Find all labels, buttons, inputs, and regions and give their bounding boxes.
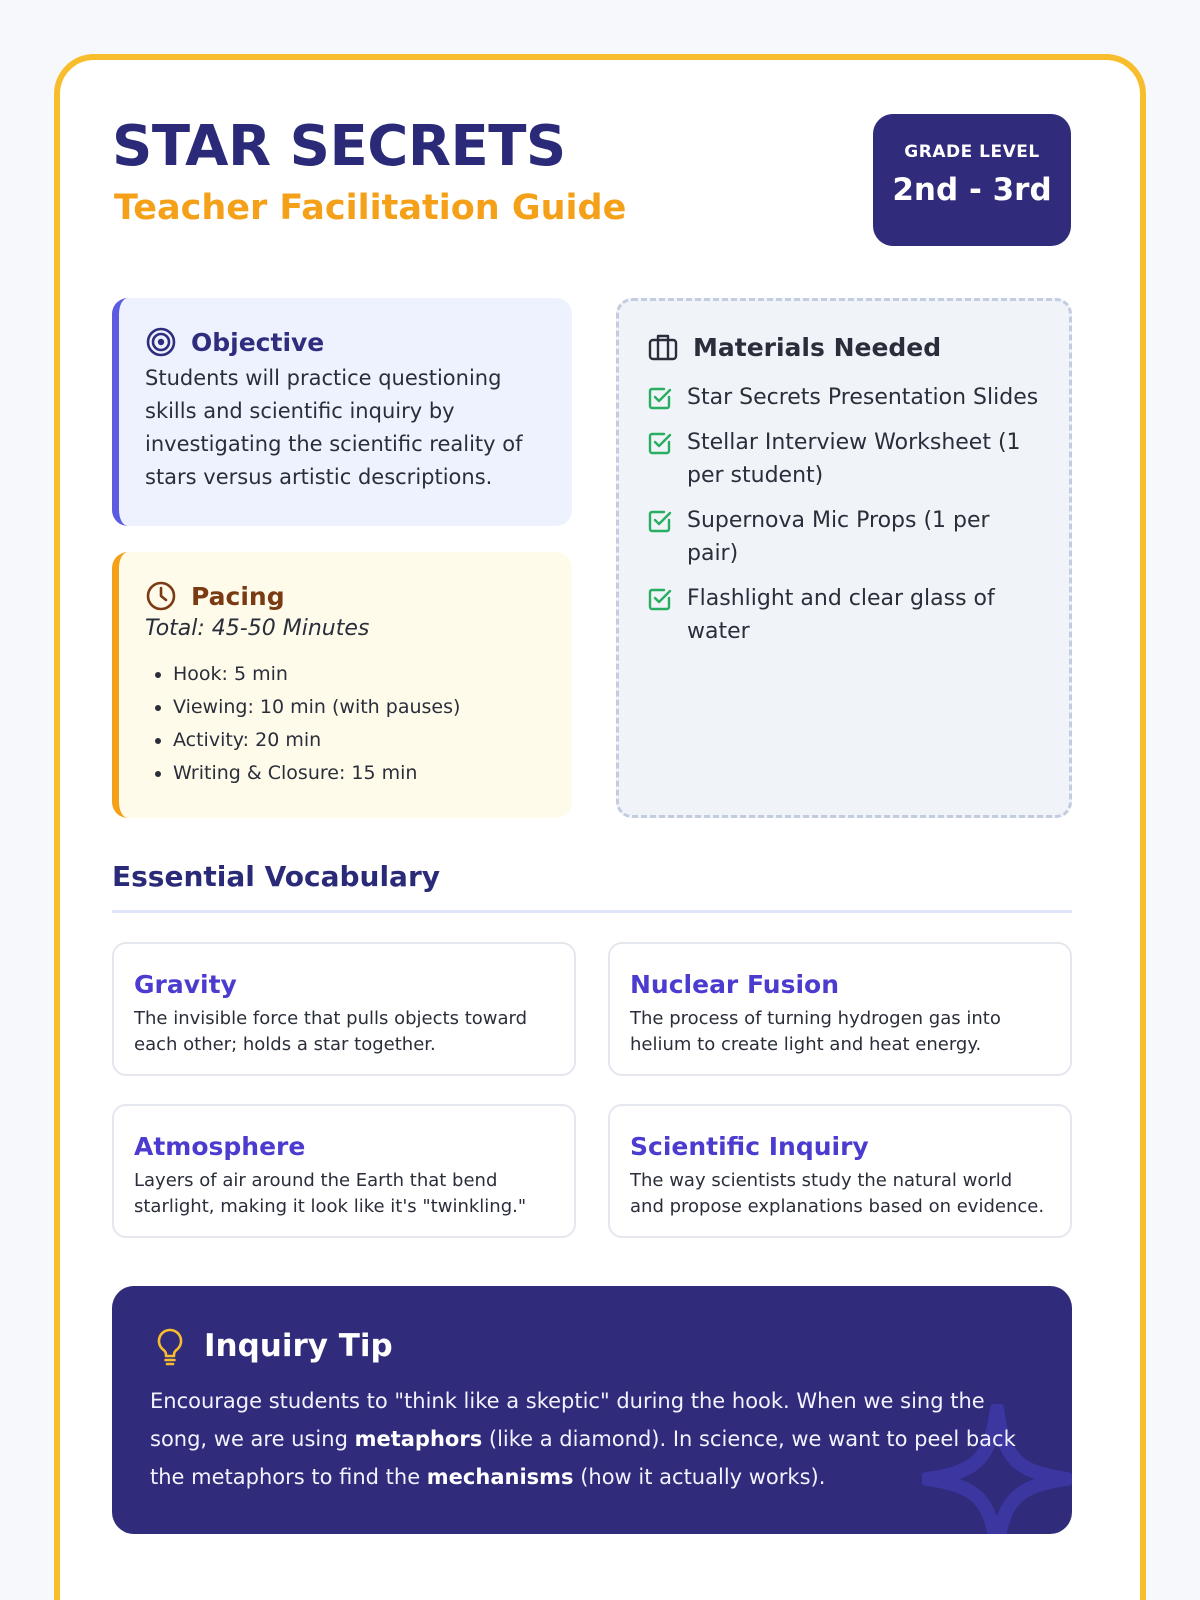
materials-item-label: Stellar Interview Worksheet (1 per student) (687, 430, 1021, 488)
materials-item-label: Star Secrets Presentation Slides (687, 385, 1039, 410)
grade-level-badge (873, 114, 1071, 246)
pacing-box (112, 552, 572, 818)
materials-item-label: Supernova Mic Props (1 per pair) (687, 508, 990, 566)
vocabulary-heading: Essential Vocabulary (112, 860, 441, 893)
objective-header (145, 326, 324, 358)
briefcase-icon (647, 331, 679, 363)
vocab-term: Atmosphere (134, 1132, 306, 1161)
vocab-card-atmosphere (112, 1104, 576, 1238)
materials-header (647, 331, 941, 363)
objective-heading: Objective (191, 327, 325, 357)
page-title: STAR SECRETS (112, 114, 566, 179)
vocab-definition: Layers of air around the Earth that bend starlight, making it look like it's "twinkling." (134, 1170, 527, 1217)
inquiry-tip-heading: Inquiry Tip (204, 1328, 393, 1364)
vocab-definition: The invisible force that pulls objects toward each other; holds a star together. (134, 1008, 528, 1055)
pacing-item: • Activity: 20 min (173, 724, 460, 757)
checkbox-checked-icon (647, 430, 673, 456)
pacing-total: Total: 45-50 Minutes (145, 616, 370, 641)
materials-item (647, 504, 1047, 570)
inquiry-tip-header (152, 1326, 393, 1366)
checkbox-checked-icon (647, 586, 673, 612)
tip-text-part: Encourage students to "think like a skeptic" during the hook. When we sing the song, we are using (150, 1389, 985, 1451)
guide-card (54, 54, 1146, 1600)
tip-text-part: (how it actually works). (573, 1465, 826, 1489)
tip-bold-term: mechanisms (426, 1465, 574, 1489)
objective-box (112, 298, 572, 526)
inquiry-tip-box (112, 1286, 1072, 1534)
vocab-definition: The process of turning hydrogen gas into helium to create light and heat energy. (630, 1008, 1001, 1055)
objective-text: Students will practice questioning skills and scientific inquiry by investigating the scientific reality of stars versus artistic descriptions. (145, 366, 523, 489)
pacing-list (173, 658, 460, 790)
materials-item (647, 582, 1047, 648)
checkbox-checked-icon (647, 385, 673, 411)
inquiry-tip-text (150, 1382, 1040, 1496)
vocab-card-scientific-inquiry (608, 1104, 1072, 1238)
materials-item (647, 426, 1047, 492)
materials-list (647, 381, 1047, 660)
lightbulb-icon (152, 1326, 188, 1366)
target-icon (145, 326, 177, 358)
vocab-term: Gravity (134, 970, 237, 999)
tip-bold-term: metaphors (354, 1427, 483, 1451)
grade-level-label: GRADE LEVEL (904, 142, 1040, 162)
vocab-card-nuclear-fusion (608, 942, 1072, 1076)
vocab-term: Nuclear Fusion (630, 970, 840, 999)
vocab-term: Scientific Inquiry (630, 1132, 869, 1161)
vocab-definition: The way scientists study the natural world and propose explanations based on evidence. (630, 1170, 1045, 1217)
vocab-card-gravity (112, 942, 576, 1076)
tip-text-part: (like a diamond). In science, we want to peel back the metaphors to find the (150, 1427, 1016, 1489)
pacing-item: • Writing & Closure: 15 min (173, 757, 460, 790)
pacing-item: • Viewing: 10 min (with pauses) (173, 691, 460, 724)
materials-heading: Materials Needed (693, 332, 942, 362)
pacing-header (145, 580, 285, 612)
pacing-heading: Pacing (191, 581, 285, 611)
materials-box (616, 298, 1072, 818)
vocabulary-divider (112, 910, 1072, 913)
clock-icon (145, 580, 177, 612)
pacing-item: • Hook: 5 min (173, 658, 460, 691)
checkbox-checked-icon (647, 508, 673, 534)
grade-level-value: 2nd - 3rd (892, 172, 1052, 208)
materials-item-label: Flashlight and clear glass of water (687, 586, 995, 644)
page-subtitle: Teacher Facilitation Guide (114, 188, 627, 228)
materials-item (647, 381, 1047, 414)
